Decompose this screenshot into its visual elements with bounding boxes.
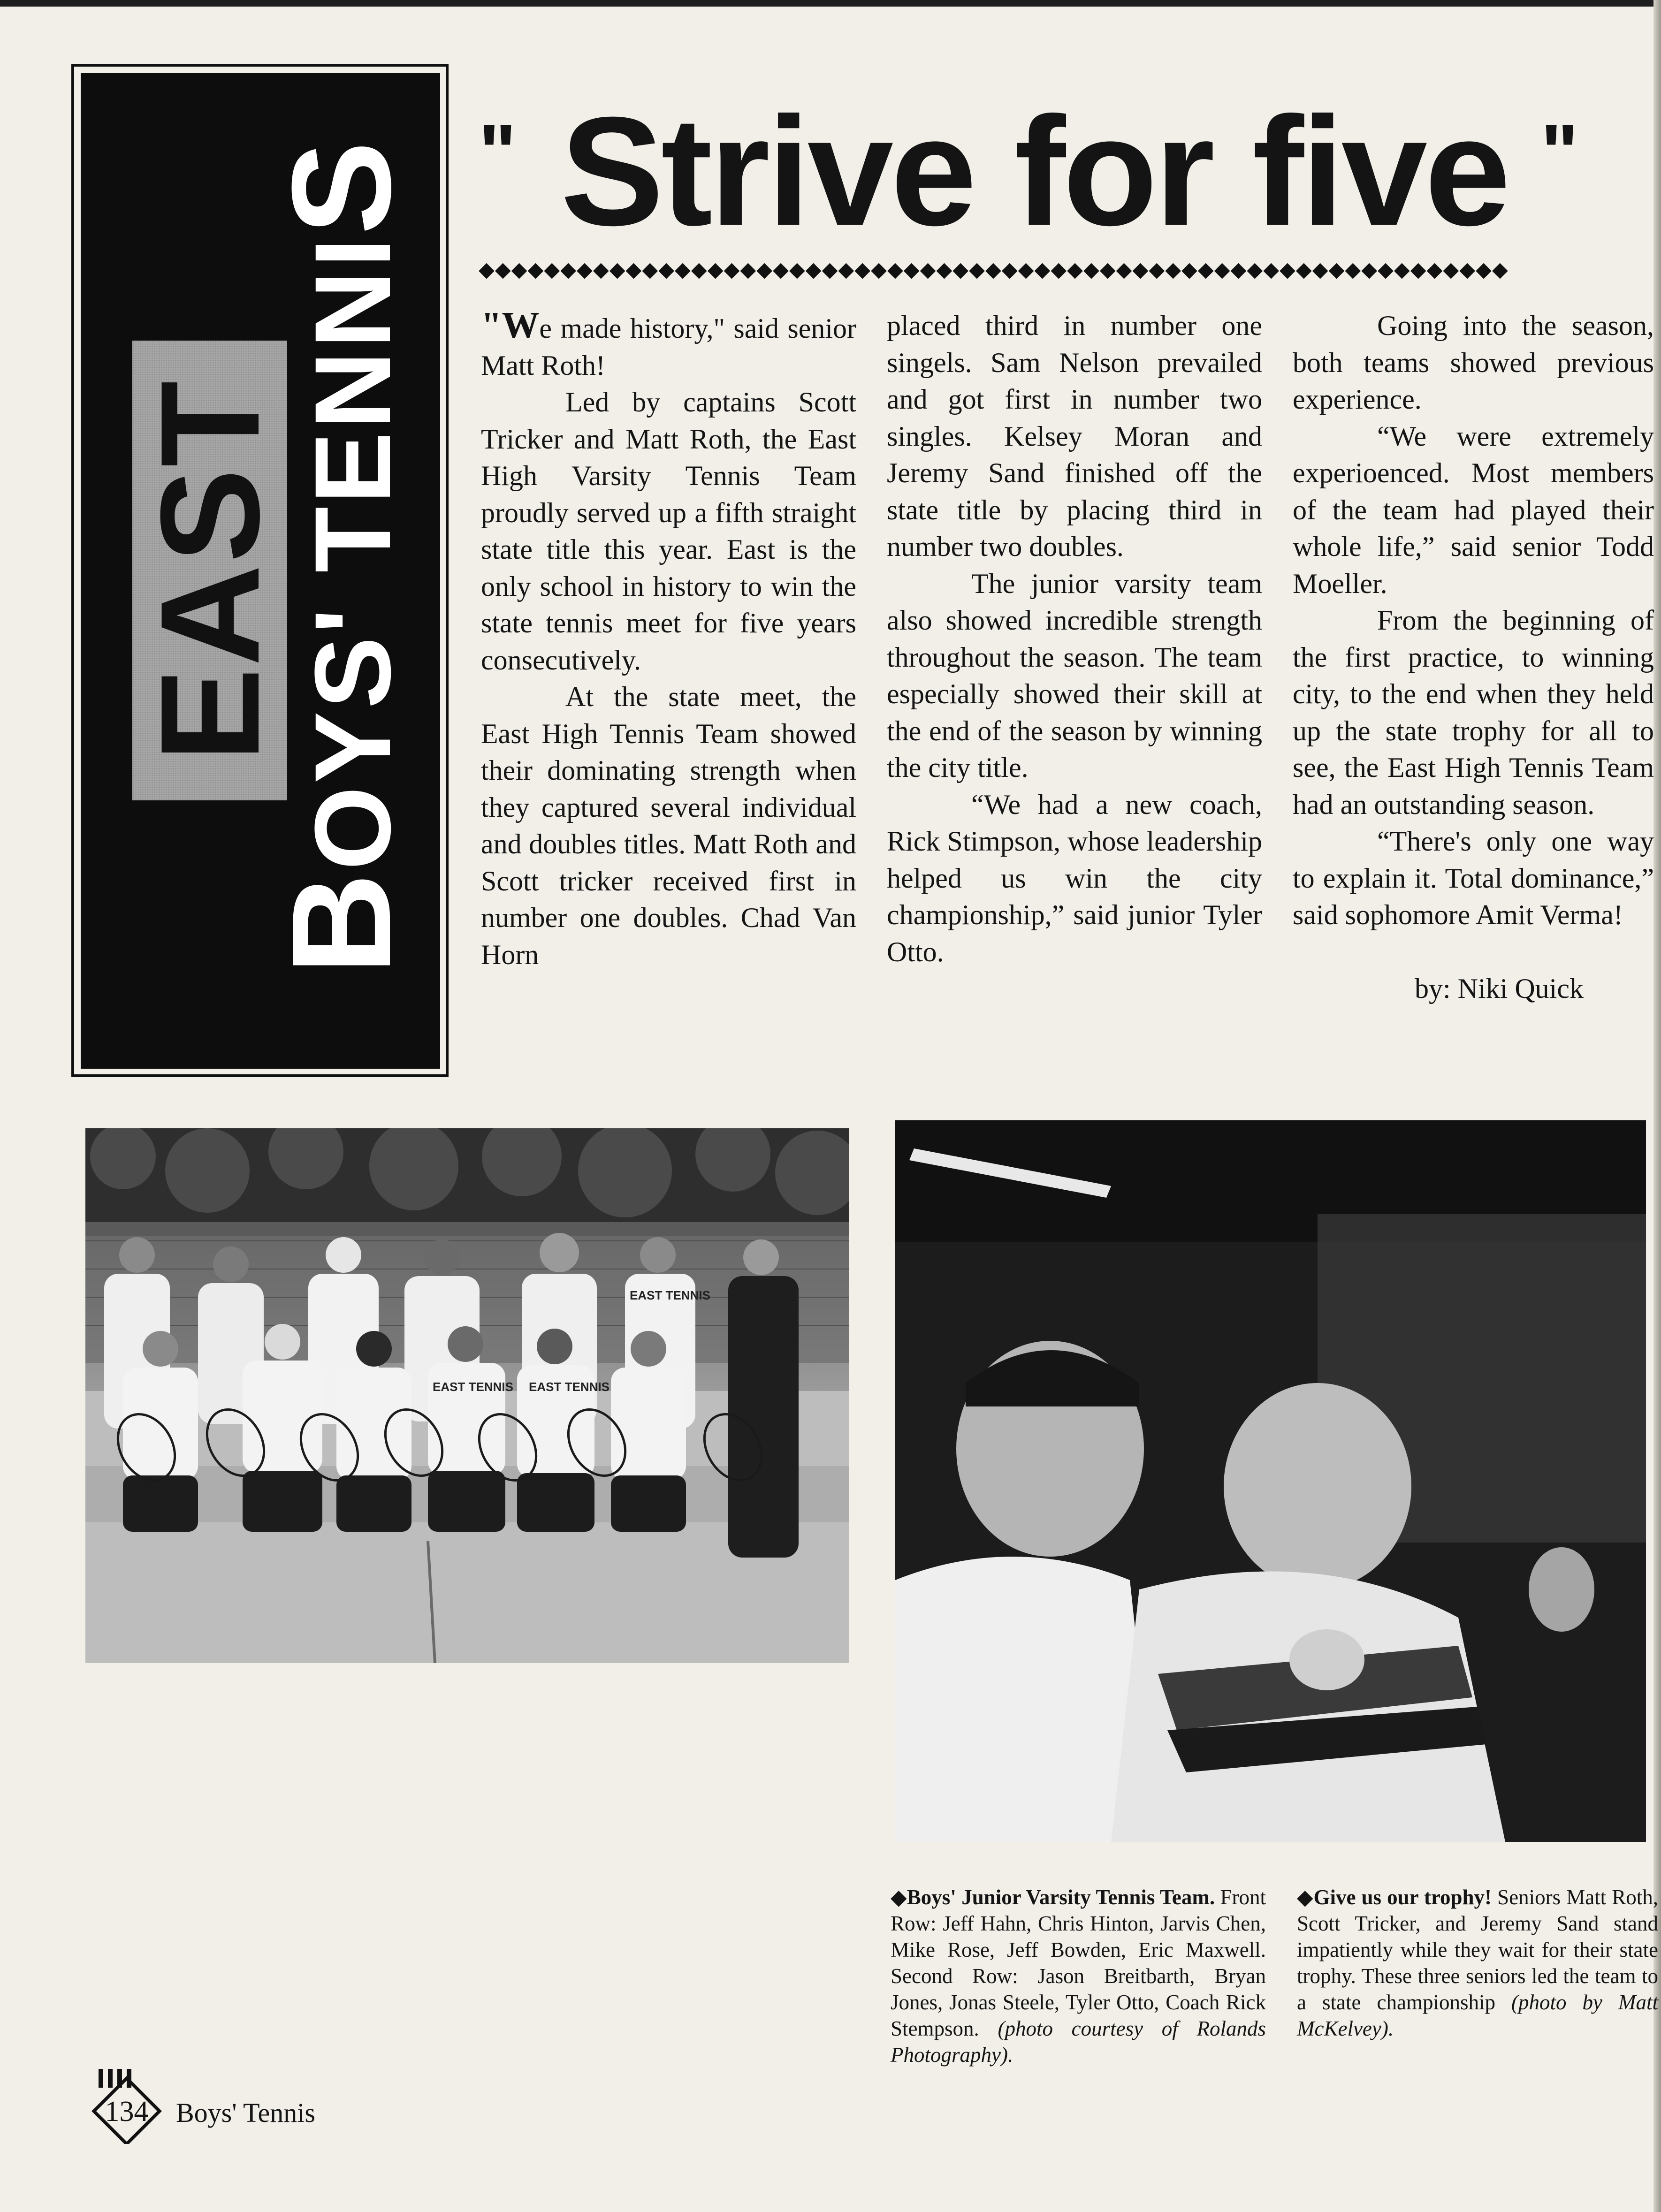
paragraph: placed third in number one singels. Sam Nelson prevailed and got first in number two singles. Kelsey Moran and Jeremy Sand finished off the state title by placing third in number two doubles. (887, 310, 1262, 562)
team-photo-caption: ◆Boys' Junior Varsity Tennis Team. Front Row: Jeff Hahn, Chris Hinton, Jarvis Chen, Mike Rose, Jeff Bowden, Eric Maxwell. Second Row: Jason Breitbarth, Bryan Jones, Jonas Steele, Tyler Otto, Coach Rick Stempson. (photo courtesy of Rolands Photography). (891, 1885, 1266, 2067)
byline: by: Niki Quick (1415, 973, 1584, 1004)
banner-boys-tennis-text: BOYS' TENNIS (262, 138, 420, 975)
top-edge (0, 0, 1661, 7)
trophy-photo-caption: ◆Give us our trophy! Seniors Matt Roth, Scott Tricker, and Jeremy Sand stand impatiently while they wait for their state trophy. These three seniors led the team to a state championship (photo by Matt McKelvey). (1297, 1885, 1659, 2040)
article-column-3 (1293, 307, 1654, 1007)
paragraph: “We had a new coach, Rick Stimpson, whose leadership helped us win the city championship,” said junior Tyler Otto. (887, 789, 1262, 967)
section-name: Boys' Tennis (176, 2098, 315, 2128)
paragraph: Going into the season, both teams showed previous experience. (1293, 310, 1654, 415)
page-number: 134 (105, 2096, 149, 2128)
section-banner (81, 73, 440, 1069)
article-column-2 (887, 307, 1262, 970)
trophy-photo (895, 1120, 1646, 1842)
team-photo (85, 1128, 849, 1663)
paragraph: “We were extremely experioenced. Most members of the team had played their whole life,” said senior Todd Moeller. (1293, 420, 1654, 599)
trophy-photo-art (895, 1120, 1646, 1842)
paragraph: Led by captains Scott Tricker and Matt Roth, the East High Varsity Tennis Team proudly served up a fifth straight state title this year. East is the only school in history to win the state tennis meet for five years consecutively. (481, 387, 856, 676)
diamond-divider: ◆◆◆◆◆◆◆◆◆◆◆◆◆◆◆◆◆◆◆◆◆◆◆◆◆◆◆◆◆◆◆◆◆◆◆◆◆◆◆◆◆◆◆◆◆◆◆◆◆◆◆◆◆◆◆◆◆◆◆◆◆◆◆ (479, 258, 1509, 281)
paragraph: “There's only one way to explain it. Total dominance,” said sophomore Amit Verma! (1293, 826, 1654, 930)
paragraph: At the state meet, the East High Tennis Team showed their dominating strength when they captured several individual and doubles titles. Matt Roth and Scott tricker received first in number one doubles. Chad Van Horn (481, 681, 856, 970)
paragraph: "We made history," said senior Matt Roth! (481, 305, 856, 381)
paragraph: The junior varsity team also showed incredible strength throughout the season. The team especially showed their skill at the end of the season by winning the city title. (887, 568, 1262, 783)
shirt-text: EAST TENNIS (630, 1288, 710, 1302)
team-photo-art (85, 1128, 849, 1663)
article-column-1 (481, 307, 856, 973)
paragraph: From the beginning of the first practice, to winning city, to the end when they held up the state trophy for all to see, the East High Tennis Team had an outstanding season. (1293, 605, 1654, 820)
page-edge (1653, 0, 1661, 2212)
shirt-text: EAST TENNIS (433, 1380, 513, 1394)
shirt-text: EAST TENNIS (529, 1380, 610, 1394)
banner-east-text: EAST (131, 379, 289, 762)
headline: " Strive for five " (479, 84, 1576, 258)
